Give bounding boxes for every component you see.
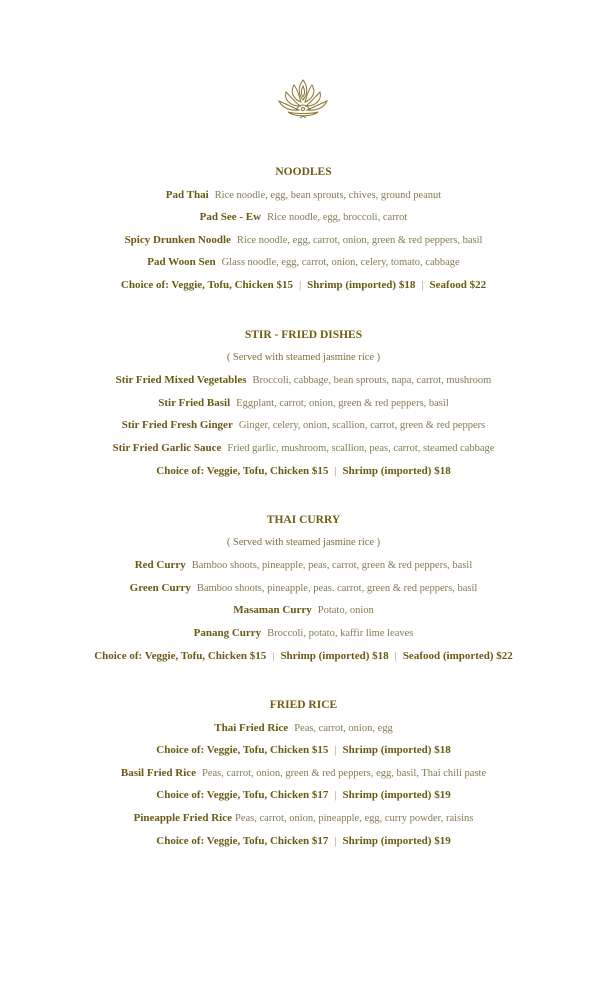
menu-item	[0, 807, 607, 830]
price-option: Seafood $22	[429, 278, 487, 291]
item-description: Peas, carrot, onion, green & red peppers, egg, basil, Thai chili paste	[202, 767, 487, 779]
item-name: Panang Curry	[193, 626, 262, 639]
price-option: Choice of: Veggie, Tofu, Chicken $15	[120, 278, 293, 291]
item-name: Pineapple Fried Rice	[133, 811, 232, 824]
price-option: Shrimp (imported) $18	[307, 278, 416, 291]
fried-rice-section	[0, 694, 607, 852]
stir-fried-section	[0, 324, 607, 482]
menu-item	[0, 437, 607, 460]
menu-item	[0, 206, 607, 229]
item-description: Fried garlic, mushroom, scallion, peas, carrot, steamed cabbage	[227, 442, 495, 454]
item-name: Stir Fried Basil	[158, 396, 231, 409]
menu-item	[0, 599, 607, 622]
separator: |	[272, 649, 275, 662]
menu-item	[0, 229, 607, 252]
menu-item	[0, 577, 607, 600]
section-title: NOODLES	[275, 166, 332, 178]
menu-item	[0, 554, 607, 577]
item-name: Pad Woon Sen	[147, 256, 216, 269]
price-choice	[0, 739, 607, 762]
price-option: Shrimp (imported) $19	[342, 789, 451, 802]
item-name: Pad Thai	[165, 188, 209, 201]
item-description: Eggplant, carrot, onion, green & red peppers, basil	[236, 397, 449, 409]
separator: |	[334, 744, 337, 757]
menu-item	[0, 414, 607, 437]
noodles-section	[0, 161, 607, 297]
item-description: Rice noodle, egg, carrot, onion, green & red peppers, basil	[236, 234, 483, 246]
item-description: Bamboo shoots, pineapple, peas, carrot, green & red peppers, basil	[191, 560, 473, 572]
price-choice	[0, 784, 607, 807]
item-name: Thai Fried Rice	[214, 721, 289, 734]
separator: |	[334, 464, 337, 477]
price-option: Choice of: Veggie, Tofu, Chicken $17	[156, 834, 329, 847]
price-option: Choice of: Veggie, Tofu, Chicken $15	[156, 464, 329, 477]
price-option: Shrimp (imported) $19	[342, 834, 451, 847]
item-description: Glass noodle, egg, carrot, onion, celery, tomato, cabbage	[221, 257, 460, 269]
price-choice	[0, 645, 607, 668]
section-note: ( Served with steamed jasmine rice )	[226, 536, 381, 548]
price-option: Choice of: Veggie, Tofu, Chicken $15	[156, 744, 329, 757]
item-description: Broccoli, potato, kaffir lime leaves	[267, 627, 414, 639]
separator: |	[334, 789, 337, 802]
separator: |	[394, 649, 397, 662]
item-name: Stir Fried Fresh Ginger	[121, 419, 233, 432]
menu-item	[0, 251, 607, 274]
section-note: ( Served with steamed jasmine rice )	[226, 351, 381, 363]
section-title: FRIED RICE	[269, 699, 338, 711]
item-description: Peas, carrot, onion, pineapple, egg, curry powder, raisins	[234, 812, 474, 824]
item-description: Bamboo shoots, pineapple, peas. carrot, green & red peppers, basil	[196, 582, 478, 594]
section-title: THAI CURRY	[266, 514, 341, 526]
menu-item	[0, 717, 607, 740]
separator: |	[421, 278, 424, 291]
item-description: Ginger, celery, onion, scallion, carrot, green & red peppers	[238, 420, 486, 432]
thai-curry-section	[0, 509, 607, 667]
menu-item	[0, 392, 607, 415]
menu-item	[0, 369, 607, 392]
item-name: Pad See - Ew	[199, 211, 262, 224]
item-name: Masaman Curry	[233, 604, 312, 617]
menu-item	[0, 184, 607, 207]
price-option: Seafood (imported) $22	[402, 649, 513, 662]
price-choice	[0, 460, 607, 483]
item-name: Green Curry	[129, 581, 191, 594]
item-name: Basil Fried Rice	[120, 766, 197, 779]
item-name: Stir Fried Mixed Vegetables	[115, 374, 247, 387]
price-option: Shrimp (imported) $18	[280, 649, 389, 662]
menu-item	[0, 622, 607, 645]
price-option: Choice of: Veggie, Tofu, Chicken $15	[94, 649, 267, 662]
price-option: Shrimp (imported) $18	[342, 744, 451, 757]
item-description: Broccoli, cabbage, bean sprouts, napa, carrot, mushroom	[252, 375, 492, 387]
price-choice	[0, 830, 607, 853]
item-description: Peas, carrot, onion, egg	[294, 722, 393, 734]
price-choice	[0, 274, 607, 297]
separator: |	[298, 278, 302, 291]
menu-item	[0, 762, 607, 785]
item-name: Stir Fried Garlic Sauce	[112, 441, 222, 454]
item-name: Spicy Drunken Noodle	[124, 233, 231, 246]
item-description: Potato, onion	[317, 605, 374, 617]
lotus-flower-icon	[276, 76, 330, 122]
separator: |	[334, 834, 337, 847]
price-option: Choice of: Veggie, Tofu, Chicken $17	[156, 789, 329, 802]
item-name: Red Curry	[134, 559, 186, 572]
section-title: STIR - FRIED DISHES	[244, 329, 363, 341]
item-description: Rice noodle, egg, broccoli, carrot	[267, 212, 408, 224]
item-description: Rice noodle, egg, bean sprouts, chives, ground peanut	[214, 189, 442, 201]
price-option: Shrimp (imported) $18	[342, 464, 451, 477]
